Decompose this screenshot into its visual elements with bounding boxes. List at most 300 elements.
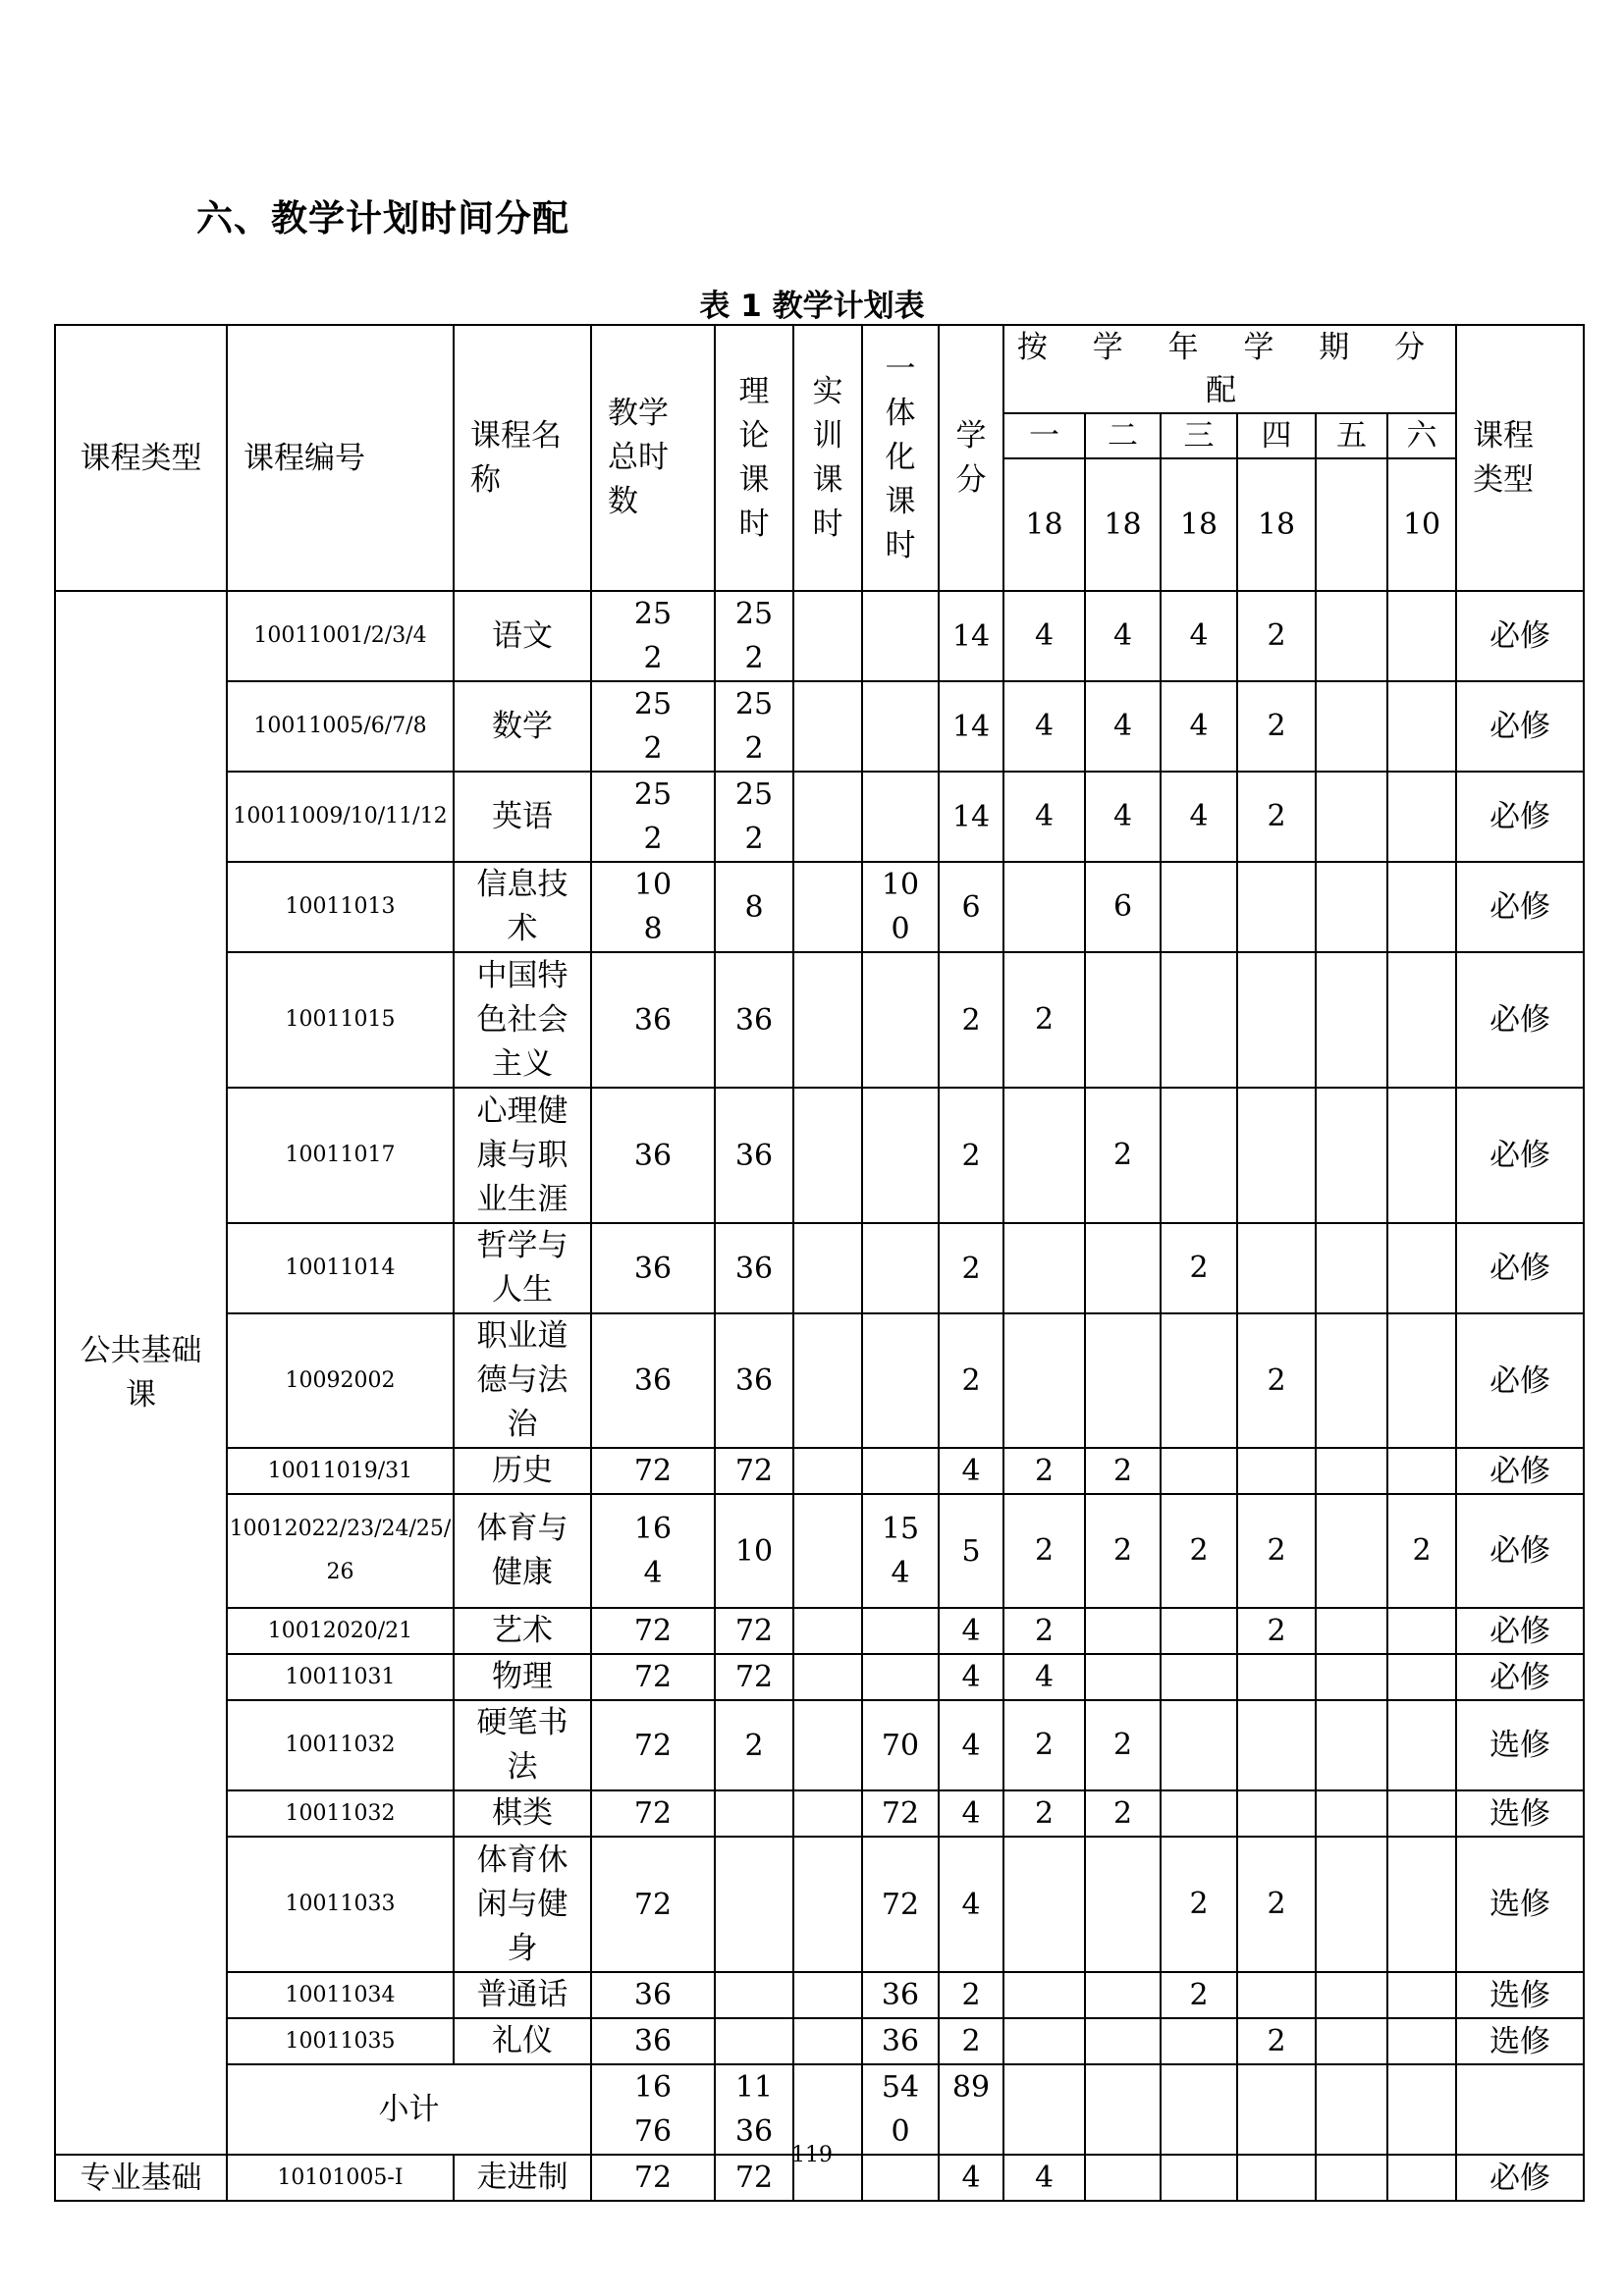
cell-semester-5: [1316, 1313, 1387, 1448]
course-name-text: 职业道德与法治: [476, 1318, 568, 1442]
cell-theory: [715, 2018, 793, 2064]
table-body: [55, 325, 1584, 2201]
cell-semester-3: [1161, 1448, 1237, 1494]
course-code: 10011013: [227, 862, 454, 952]
cell-semester-4: 2: [1237, 1837, 1316, 1972]
table-row: [55, 1790, 1584, 1837]
cell-theory: [715, 862, 793, 952]
cell-theory-text: 8: [744, 889, 764, 925]
cell-semester-6: [1387, 591, 1456, 681]
semester-6: 六: [1387, 413, 1456, 458]
group-professional-basic: 专业基础: [55, 2155, 227, 2201]
teaching-plan-table: [54, 324, 1585, 2202]
cell-theory: [715, 1494, 793, 1608]
cell-theory: [715, 1223, 793, 1313]
course-name: [454, 591, 591, 681]
cell-semester-4: 2: [1237, 1313, 1316, 1448]
cell-credits: [939, 1700, 1003, 1790]
cell-semester-4: 2: [1237, 772, 1316, 862]
course-name: [454, 1223, 591, 1313]
cell-credits: [939, 862, 1003, 952]
group-public-basic-text: 公共基础课: [80, 1332, 202, 1413]
course-type: 必修: [1456, 681, 1584, 772]
cell-semester-6: [1387, 772, 1456, 862]
cell-semester-4: 2: [1237, 1494, 1316, 1608]
course-code: 10012022/23/24/25/26: [227, 1494, 454, 1608]
cell-credits-text: 14: [951, 709, 991, 744]
cell-semester-4: 2: [1237, 2018, 1316, 2064]
cell-semester-4: 2: [1237, 1608, 1316, 1654]
cell-total: [591, 1313, 715, 1448]
course-code: 10011033: [227, 1837, 454, 1972]
cell-credits: [939, 952, 1003, 1088]
header-row: [55, 325, 1584, 413]
cell-semester-6: [1387, 952, 1456, 1088]
cell-semester-1: [1003, 1972, 1085, 2018]
cell-total-text: 72: [633, 2161, 673, 2195]
cell-semester-3: 2: [1161, 1494, 1237, 1608]
cell-integrated: [862, 862, 939, 952]
cell-theory: [715, 1313, 793, 1448]
cell-semester-5: [1316, 952, 1387, 1088]
cell-semester-4: 2: [1237, 681, 1316, 772]
course-name-text: 语文: [492, 617, 553, 654]
header-course-category: 课程类型: [55, 325, 227, 591]
cell-semester-5: [1316, 1088, 1387, 1223]
cell-semester-2: [1085, 1654, 1161, 1700]
cell-semester-1: 4: [1003, 2155, 1085, 2201]
cell-semester-3: [1161, 862, 1237, 952]
cell-integrated: [862, 1448, 939, 1494]
cell-total-text: 164: [633, 1512, 673, 1590]
course-code: 10011035: [227, 2018, 454, 2064]
subtotal-training: [793, 2064, 862, 2155]
cell-semester-5: [1316, 772, 1387, 862]
course-code: 10011031: [227, 1654, 454, 1700]
course-type: 必修: [1456, 952, 1584, 1088]
course-name: [454, 1790, 591, 1837]
cell-total: [591, 1654, 715, 1700]
course-code: 10011019/31: [227, 1448, 454, 1494]
cell-semester-6: [1387, 1972, 1456, 2018]
course-name: [454, 1494, 591, 1608]
cell-semester-2: [1085, 1972, 1161, 2018]
header-course-type: [1456, 325, 1584, 591]
cell-semester-2: 4: [1085, 772, 1161, 862]
course-code: 10011005/6/7/8: [227, 681, 454, 772]
cell-semester-4: 2: [1237, 591, 1316, 681]
cell-integrated-text: 72: [881, 1796, 920, 1831]
cell-semester-6: [1387, 1448, 1456, 1494]
header-training-hours: [793, 325, 862, 591]
cell-theory-text: 72: [734, 2161, 774, 2195]
table-row: [55, 1837, 1584, 1972]
cell-semester-5: [1316, 1654, 1387, 1700]
cell-total-text: 252: [633, 597, 673, 675]
cell-theory: [715, 772, 793, 862]
cell-training: [793, 1088, 862, 1223]
course-name-text: 棋类: [492, 1795, 553, 1831]
cell-semester-3: [1161, 2018, 1237, 2064]
cell-semester-4: [1237, 1223, 1316, 1313]
cell-semester-1: [1003, 1088, 1085, 1223]
cell-integrated: [862, 591, 939, 681]
table-row: [55, 591, 1584, 681]
cell-total-text: 36: [633, 1363, 673, 1398]
cell-semester-6: [1387, 1608, 1456, 1654]
cell-training: [793, 1494, 862, 1608]
cell-theory: [715, 952, 793, 1088]
cell-credits: [939, 1654, 1003, 1700]
cell-semester-4: [1237, 1088, 1316, 1223]
subtotal-empty-cell: [1316, 2064, 1387, 2155]
semester-4: 四: [1237, 413, 1316, 458]
cell-integrated: [862, 1790, 939, 1837]
cell-training: [793, 862, 862, 952]
cell-theory: [715, 1790, 793, 1837]
subtotal-empty-cell: [1456, 2064, 1584, 2155]
cell-semester-5: [1316, 681, 1387, 772]
header-total-hours: [591, 325, 715, 591]
cell-theory-text: 72: [734, 1660, 774, 1694]
cell-training: [793, 1448, 862, 1494]
course-name-text: 英语: [492, 798, 553, 834]
cell-credits: [939, 1088, 1003, 1223]
semester-2: 二: [1085, 413, 1161, 458]
cell-theory: [715, 681, 793, 772]
cell-semester-6: [1387, 1088, 1456, 1223]
cell-semester-5: [1316, 1223, 1387, 1313]
cell-semester-6: [1387, 1837, 1456, 1972]
cell-semester-1: 2: [1003, 1494, 1085, 1608]
course-name: [454, 952, 591, 1088]
cell-semester-1: [1003, 1223, 1085, 1313]
cell-total-text: 36: [633, 2024, 673, 2058]
cell-credits: [939, 2018, 1003, 2064]
subtotal-credits-text: 89: [951, 2070, 991, 2105]
cell-semester-2: 4: [1085, 591, 1161, 681]
cell-semester-3: 4: [1161, 772, 1237, 862]
course-code: 10011009/10/11/12: [227, 772, 454, 862]
cell-credits-text: 2: [961, 2024, 981, 2058]
cell-total-text: 36: [633, 1251, 673, 1286]
cell-semester-4: [1237, 1654, 1316, 1700]
cell-integrated-text: 36: [881, 2024, 920, 2058]
cell-credits-text: 2: [961, 1138, 981, 1173]
cell-integrated: [862, 1837, 939, 1972]
cell-total-text: 72: [633, 1454, 673, 1488]
cell-training: [793, 1972, 862, 2018]
weeks-1: 18: [1003, 458, 1085, 591]
cell-semester-1: [1003, 1837, 1085, 1972]
cell-theory: [715, 1608, 793, 1654]
cell-semester-3: [1161, 1088, 1237, 1223]
cell-credits: [939, 1790, 1003, 1837]
cell-training: [793, 1313, 862, 1448]
cell-semester-1: 4: [1003, 772, 1085, 862]
cell-semester-6: [1387, 2018, 1456, 2064]
course-code: 10011017: [227, 1088, 454, 1223]
weeks-4: 18: [1237, 458, 1316, 591]
header-course-name: [454, 325, 591, 591]
cell-semester-5: [1316, 1790, 1387, 1837]
cell-total-text: 36: [633, 1002, 673, 1038]
course-code: 10012020/21: [227, 1608, 454, 1654]
header-training-hours-text: 实训课时: [812, 373, 843, 542]
cell-training: [793, 1837, 862, 1972]
course-name: [454, 772, 591, 862]
cell-semester-5: [1316, 1448, 1387, 1494]
header-integrated-hours: [862, 325, 939, 591]
cell-total: [591, 952, 715, 1088]
cell-integrated-text: 70: [881, 1728, 920, 1763]
cell-theory-text: 36: [734, 1002, 774, 1038]
cell-theory-text: 252: [734, 777, 774, 856]
cell-semester-1: 4: [1003, 1654, 1085, 1700]
cell-theory: [715, 1654, 793, 1700]
cell-credits-text: 4: [961, 1728, 981, 1763]
course-name-text: 哲学与人生: [476, 1228, 568, 1308]
weeks-2: 18: [1085, 458, 1161, 591]
cell-training: [793, 1790, 862, 1837]
course-code: 10092002: [227, 1313, 454, 1448]
cell-integrated: [862, 1700, 939, 1790]
cell-integrated: [862, 1972, 939, 2018]
subtotal-integrated-text: 540: [881, 2070, 920, 2149]
cell-semester-2: [1085, 1837, 1161, 1972]
cell-semester-2: [1085, 1608, 1161, 1654]
weeks-5: [1316, 458, 1387, 591]
cell-integrated: [862, 1313, 939, 1448]
cell-credits-text: 4: [961, 1454, 981, 1488]
cell-total: [591, 1494, 715, 1608]
cell-semester-4: [1237, 1790, 1316, 1837]
header-credits: [939, 325, 1003, 591]
cell-credits-text: 2: [961, 1002, 981, 1038]
cell-semester-5: [1316, 1972, 1387, 2018]
course-name: [454, 1700, 591, 1790]
cell-semester-2: [1085, 952, 1161, 1088]
cell-integrated: [862, 681, 939, 772]
cell-semester-2: 2: [1085, 1494, 1161, 1608]
cell-total-text: 72: [633, 1614, 673, 1648]
cell-credits: [939, 591, 1003, 681]
cell-total-text: 36: [633, 1138, 673, 1173]
cell-theory: [715, 591, 793, 681]
course-type: 必修: [1456, 1608, 1584, 1654]
cell-integrated: [862, 1223, 939, 1313]
semester-5: 五: [1316, 413, 1387, 458]
cell-theory-text: 72: [734, 1614, 774, 1648]
course-name-text: 体育与健康: [476, 1511, 568, 1590]
table-row: [55, 1972, 1584, 2018]
header-theory-hours: [715, 325, 793, 591]
header-semester-distribution: 按 学 年 学 期 分 配: [1003, 325, 1456, 413]
table-row: [55, 862, 1584, 952]
cell-semester-4: [1237, 1700, 1316, 1790]
course-code: 10011032: [227, 1700, 454, 1790]
cell-semester-3: [1161, 952, 1237, 1088]
subtotal-empty-cell: [1161, 2064, 1237, 2155]
course-name-text: 信息技术: [476, 867, 568, 946]
subtotal-empty-cell: [1387, 2064, 1456, 2155]
cell-total: [591, 591, 715, 681]
cell-semester-6: [1387, 681, 1456, 772]
cell-theory-text: 2: [744, 1728, 764, 1763]
cell-credits-text: 4: [961, 1796, 981, 1831]
cell-semester-6: 2: [1387, 1494, 1456, 1608]
cell-semester-1: 2: [1003, 1448, 1085, 1494]
cell-training: [793, 1654, 862, 1700]
course-name-text: 体育休闲与健身: [476, 1842, 568, 1966]
semester-3: 三: [1161, 413, 1237, 458]
cell-credits-text: 6: [961, 889, 981, 925]
subtotal-label: 小计: [227, 2064, 591, 2155]
course-name-text: 物理: [492, 1659, 553, 1694]
cell-total: [591, 1088, 715, 1223]
subtotal-empty-cell: [1085, 2064, 1161, 2155]
cell-theory-text: 10: [734, 1533, 774, 1569]
table-row: [55, 1494, 1584, 1608]
cell-integrated: [862, 1494, 939, 1608]
course-type: 必修: [1456, 1313, 1584, 1448]
subtotal-theory: [715, 2064, 793, 2155]
cell-total: [591, 1223, 715, 1313]
course-name-text: 普通话: [476, 1977, 568, 2012]
cell-semester-3: [1161, 1654, 1237, 1700]
cell-semester-1: [1003, 862, 1085, 952]
cell-semester-2: 2: [1085, 1088, 1161, 1223]
cell-total: [591, 1448, 715, 1494]
cell-training: [793, 952, 862, 1088]
course-name: [454, 1608, 591, 1654]
cell-theory: [715, 1448, 793, 1494]
cell-semester-3: 2: [1161, 1972, 1237, 2018]
subtotal-theory-text: 1136: [734, 2070, 774, 2149]
cell-semester-3: 2: [1161, 1223, 1237, 1313]
cell-semester-1: [1003, 1313, 1085, 1448]
cell-semester-6: [1387, 1790, 1456, 1837]
course-name: [454, 1448, 591, 1494]
course-type: 必修: [1456, 1223, 1584, 1313]
cell-theory-text: 36: [734, 1251, 774, 1286]
cell-total-text: 72: [633, 1728, 673, 1763]
course-name-text: 艺术: [492, 1613, 553, 1648]
cell-semester-1: 4: [1003, 591, 1085, 681]
cell-semester-2: 2: [1085, 1700, 1161, 1790]
cell-semester-2: 2: [1085, 1790, 1161, 1837]
weeks-6: 10: [1387, 458, 1456, 591]
cell-integrated-text: 100: [881, 868, 920, 946]
semester-1: 一: [1003, 413, 1085, 458]
cell-semester-3: 4: [1161, 681, 1237, 772]
course-type: 必修: [1456, 772, 1584, 862]
cell-semester-6: [1387, 1654, 1456, 1700]
header-course-code: 课程编号: [227, 325, 454, 591]
cell-semester-6: [1387, 862, 1456, 952]
cell-theory-text: 252: [734, 597, 774, 675]
header-credits-text: 学分: [955, 417, 987, 498]
course-name: [454, 1088, 591, 1223]
cell-credits: [939, 1313, 1003, 1448]
cell-theory: [715, 1972, 793, 2018]
cell-credits-text: 4: [961, 1660, 981, 1694]
cell-credits: [939, 1837, 1003, 1972]
cell-semester-2: 4: [1085, 681, 1161, 772]
course-name: [454, 862, 591, 952]
cell-training: [793, 1223, 862, 1313]
cell-semester-2: [1085, 2018, 1161, 2064]
cell-semester-6: [1387, 1313, 1456, 1448]
cell-total: [591, 1790, 715, 1837]
cell-theory: [715, 1088, 793, 1223]
course-code: 10011032: [227, 1790, 454, 1837]
course-name-text: 硬笔书法: [476, 1705, 568, 1785]
course-type: 选修: [1456, 1837, 1584, 1972]
table-row: [55, 1654, 1584, 1700]
cell-semester-2: [1085, 1223, 1161, 1313]
cell-semester-1: [1003, 2018, 1085, 2064]
cell-training: [793, 591, 862, 681]
cell-training: [793, 681, 862, 772]
table-row: [55, 681, 1584, 772]
cell-integrated: [862, 2018, 939, 2064]
cell-semester-2: 6: [1085, 862, 1161, 952]
course-type: 选修: [1456, 1972, 1584, 2018]
course-type: 必修: [1456, 1088, 1584, 1223]
subtotal-row: [55, 2064, 1584, 2155]
course-code: 10011015: [227, 952, 454, 1088]
course-name-text: 数学: [492, 708, 553, 744]
subtotal-empty-cell: [1237, 2064, 1316, 2155]
header-total-hours-text: 教学总时数: [608, 396, 669, 519]
cell-theory: [715, 1700, 793, 1790]
cell-integrated-text: 36: [881, 1978, 920, 2012]
group-public-basic: [55, 591, 227, 2155]
cell-theory-text: 252: [734, 687, 774, 766]
cell-total: [591, 1700, 715, 1790]
cell-credits-text: 14: [951, 799, 991, 834]
course-name: [454, 2018, 591, 2064]
cell-semester-3: [1161, 1313, 1237, 1448]
cell-theory-text: 36: [734, 1138, 774, 1173]
cell-credits-text: 2: [961, 1978, 981, 2012]
course-code: 10101005-Ⅰ: [227, 2155, 454, 2201]
table-row: [55, 1448, 1584, 1494]
cell-semester-5: [1316, 2018, 1387, 2064]
subtotal-empty-cell: [1003, 2064, 1085, 2155]
course-type: 必修: [1456, 1448, 1584, 1494]
cell-credits: [939, 1448, 1003, 1494]
cell-credits-text: 4: [961, 1887, 981, 1922]
course-type: 选修: [1456, 2018, 1584, 2064]
header-course-type-text: 课程类型: [1473, 417, 1535, 498]
course-name-text: 中国特色社会主义: [476, 957, 568, 1082]
subtotal-total-text: 1676: [633, 2070, 673, 2149]
cell-semester-5: [1316, 1837, 1387, 1972]
cell-semester-5: [1316, 591, 1387, 681]
cell-credits-text: 2: [961, 1251, 981, 1286]
cell-credits: [939, 772, 1003, 862]
cell-semester-3: 2: [1161, 1837, 1237, 1972]
course-name-text: 礼仪: [492, 2023, 553, 2058]
header-integrated-hours-text: 一体化课时: [885, 351, 916, 563]
cell-total: [591, 1972, 715, 2018]
cell-total-text: 72: [633, 1887, 673, 1922]
table-row: [55, 2018, 1584, 2064]
cell-theory-text: 36: [734, 1363, 774, 1398]
table-caption: 表 1 教学计划表: [699, 289, 925, 324]
